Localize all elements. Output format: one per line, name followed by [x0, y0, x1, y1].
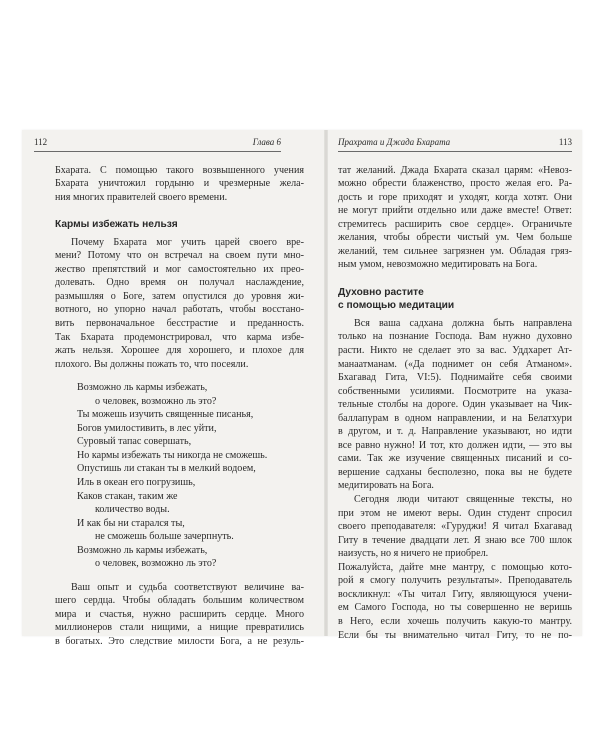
- left-page: [34, 136, 304, 649]
- text-line: Гиту в течение двадцати лет. Я знаю все 700 шлок: [338, 534, 572, 546]
- text-line: ным умом, невозможно медитировать на Бога.: [338, 259, 538, 271]
- left-body: [34, 164, 304, 649]
- text-line: собственными усилиями. Посмотрите на указа-: [338, 385, 572, 397]
- text-line: мени? Потому что он встречал на своем пути мно-: [55, 250, 304, 262]
- text-line: ем Самого Господа, но ты совершенно не веришь: [338, 602, 572, 614]
- right-page-number: 113: [558, 137, 572, 147]
- text-line: сами. Так же изучение священных писаний и со-: [338, 453, 572, 465]
- poem-line: Но кармы избежать ты никогда не сможешь.: [77, 449, 268, 461]
- poem-line: Возможно ль кармы избежать,: [77, 382, 208, 394]
- text-line: тат желаний. Джада Бхарата сказал царям: «Невоз-: [338, 164, 572, 176]
- text-line: баллапурам в одном направлении, и на Белатхури: [338, 412, 572, 424]
- text-line: своего преподавателя: «Гуруджи! Я читал Бхагавад: [338, 521, 572, 533]
- left-running-head: [34, 136, 281, 152]
- text-line: при этом не имеют веры. Один студент спросил: [338, 507, 572, 519]
- left-page-number: 112: [34, 137, 48, 147]
- text-line: Пожалуйста, дайте мне мантру, с помощью кото-: [338, 561, 572, 573]
- text-line: ния многих правителей своего времени.: [55, 191, 228, 203]
- text-line: в другом, и т. д. Направление указывают, но идти: [338, 426, 572, 438]
- heading-line: с помощью медитации: [338, 300, 455, 312]
- text-line: шего сердца. Чтобы обладать большим количеством: [55, 595, 304, 607]
- text-line: вотного, но упорно начал работать, чтобы восстано-: [55, 304, 304, 316]
- poem-line: Суровый тапас совершать,: [77, 436, 192, 448]
- right-page: [338, 136, 572, 642]
- text-line: мира и счастья, нужно расширить сердце. Много: [55, 608, 304, 620]
- heading-line: Духовно растите: [338, 286, 424, 298]
- right-paragraph-2: [338, 317, 572, 493]
- text-line: тельные столбы на дороге. Один указывает на Чик-: [338, 399, 572, 411]
- left-section-heading: Кармы избежать нельзя: [55, 219, 178, 231]
- text-line: Ваш опыт и судьба соответствуют величине ва-: [71, 581, 304, 593]
- text-line: Так Бхарата продемонстрировал, что карма избе-: [55, 331, 304, 343]
- text-line: Сегодня люди читают священные тексты, но: [354, 494, 572, 506]
- poem-line: количество воды.: [95, 504, 170, 516]
- left-paragraph-2: [55, 236, 304, 371]
- text-line: Вся ваша садхана должна быть направлена: [354, 317, 572, 329]
- poem-line: о человек, возможно ль это?: [95, 395, 217, 407]
- text-line: стремитесь расширить свое сердце». Ограничьте: [338, 218, 572, 230]
- text-line: вить первоначальное бесстрастие и преданность.: [55, 317, 304, 329]
- text-line: размышляя о Боге, затем опустился до уровня жи-: [55, 290, 304, 302]
- text-line: можно обрести блаженство, просто желая его. Ра-: [338, 178, 572, 190]
- right-paragraph-1: [338, 164, 572, 272]
- left-paragraph-3: [55, 581, 304, 649]
- text-line: в богатых. Это следствие милости Бога, а не резуль-: [55, 636, 304, 647]
- text-line: медитировать на Бога.: [338, 480, 434, 492]
- text-line: в Него, если хочешь получить какую-то мантру.: [338, 615, 572, 627]
- poem-line: Каков стакан, таким же: [77, 490, 178, 502]
- text-line: вершение садханы бесполезно, пока вы не будете: [338, 466, 572, 478]
- text-line: Почему Бхарата мог учить царей своего вре-: [71, 236, 304, 248]
- poem-line: не сможешь больше зачерпнуть.: [95, 531, 234, 543]
- text-line: только на познание Господа. Вам нужно духовно: [338, 331, 572, 343]
- text-line: Бхарата. С помощью такого возвышенного учения: [55, 164, 304, 176]
- text-line: наизусть, но я ничего не приобрел.: [338, 548, 489, 560]
- text-line: Бхарата уничтожил гордыню и чрезмерные жела-: [55, 178, 304, 190]
- poem-line: Ты можешь изучить священные писанья,: [77, 409, 254, 421]
- text-line: все равно нужно! И тот, кто должен идти, — это вы: [338, 439, 572, 451]
- text-line: манаатманам. («Да поднимет он себя Атманом».: [338, 358, 572, 370]
- text-line: долевать. Одно время он получал наслаждение,: [55, 277, 304, 289]
- text-line: жать нельзя. Хорошее для хорошего, и плохое для: [55, 345, 304, 357]
- book-gutter: [324, 130, 328, 636]
- book-spread: [22, 130, 582, 647]
- right-section-heading: [338, 286, 572, 313]
- text-line: желаний, тем сильнее загрязнен ум. Обладая гряз-: [338, 245, 572, 257]
- text-line: Если бы ты внимательно читал Гиту, то не по-: [338, 629, 572, 641]
- text-line: рой я смогу получить результаты». Преподаватель: [338, 575, 572, 587]
- text-line: миллионеров стали нищими, а нищие превратились: [55, 622, 304, 634]
- poem-line: Опустишь ли стакан ты в мелкий водоем,: [77, 463, 256, 475]
- poem-line: Иль в океан его погрузишь,: [77, 476, 196, 488]
- poem-line: Богов умилостивить, в лес уйти,: [77, 422, 217, 434]
- text-line: дость и горе приходят и уходят, когда хотят. Они: [338, 191, 572, 203]
- left-paragraph-1: [55, 164, 304, 205]
- text-line: жество препятствий и мог самостоятельно их прео-: [55, 263, 304, 275]
- text-line: не могут прийти отдельно или даже вместе! Ответ:: [338, 205, 572, 217]
- text-line: Бхагавад Гита, VI:5). Поднимайте себя своими: [338, 372, 572, 384]
- text-line: воскликнул: «Ты читал Гиту, являющуюся учени-: [338, 588, 572, 600]
- left-chapter-label: Глава 6: [252, 137, 281, 147]
- poem-line: И как бы ни старался ты,: [77, 517, 185, 529]
- text-line: плохого. Вы должны пожать то, что посеяли.: [55, 358, 249, 370]
- poem-line: о человек, возможно ль это?: [95, 558, 217, 570]
- poem-line: Возможно ль кармы избежать,: [77, 544, 208, 556]
- right-body: [338, 164, 572, 643]
- text-line: расти. Никто не сделает это за вас. Уддхарет Ат-: [338, 345, 572, 357]
- right-running-head: [338, 136, 572, 152]
- poem: [55, 381, 304, 571]
- text-line: желания, чтобы обрести чистый ум. Чем больше: [338, 232, 572, 244]
- right-running-title: Прахрата и Джада Бхарата: [338, 137, 451, 147]
- right-paragraph-3: [338, 493, 572, 642]
